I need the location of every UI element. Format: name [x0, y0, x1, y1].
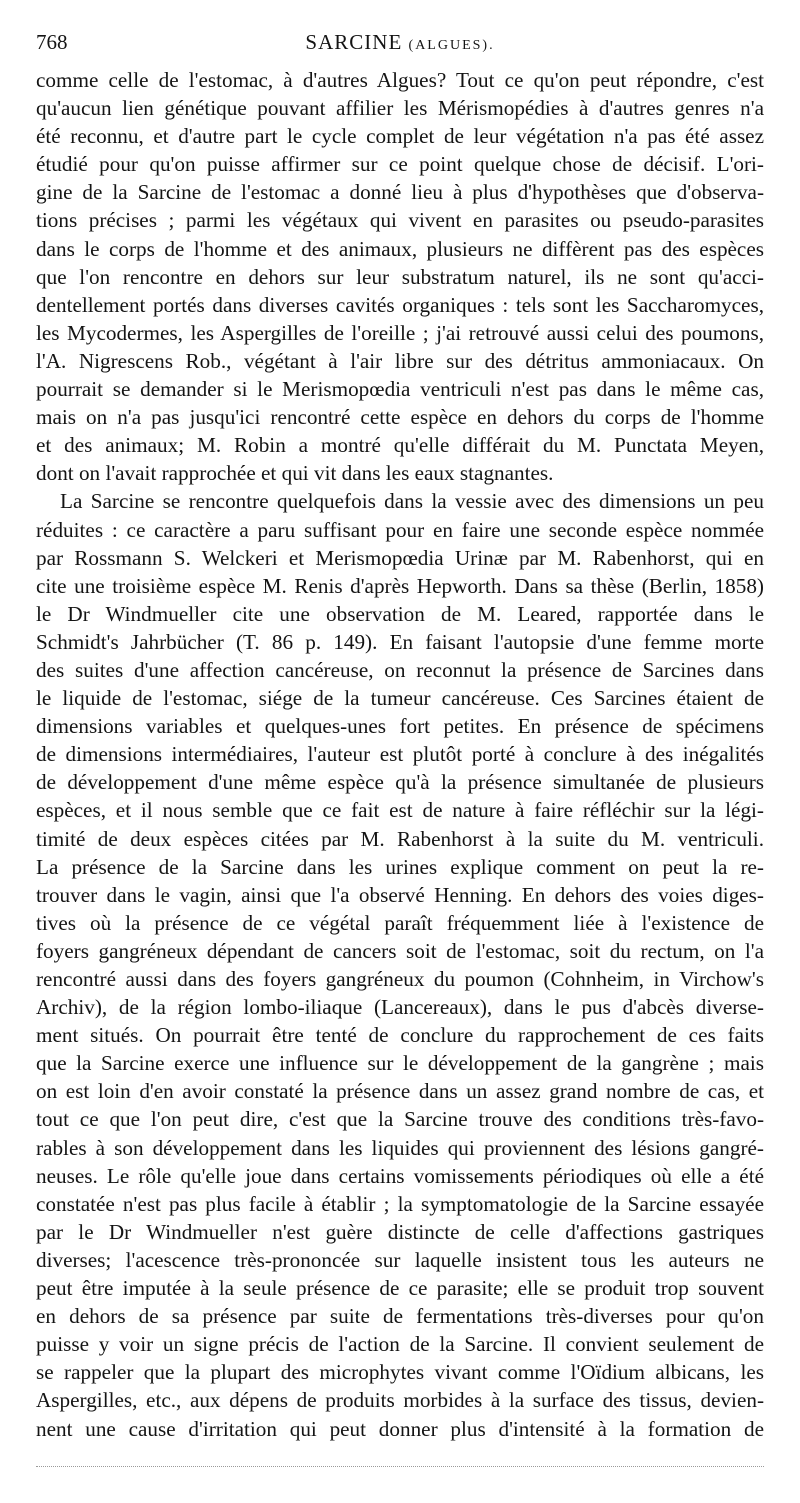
- text-line: dont on l'avait rapprochée et qui vit dans les eaux stagnantes.: [36, 461, 554, 486]
- text-line: comme celle de l'estomac, à d'autres Algues? Tout ce qu'on peut répondre, c'est: [36, 68, 764, 92]
- page-header: [36, 30, 764, 60]
- text-line: en dehors de sa présence par suite de fermentations très-diverses pour qu'on: [36, 1304, 764, 1329]
- text-line: et des animaux; M. Robin a montré qu'elle différait du M. Punctata Meyen,: [36, 433, 764, 458]
- text-line: de dimensions intermédiaires, l'auteur est plutôt porté à conclure à des inégalités: [36, 742, 764, 767]
- text-line: les Mycodermes, les Aspergilles de l'oreille ; j'ai retrouvé aussi celui des poumons,: [36, 320, 764, 345]
- text-line: cite une troisième espèce M. Renis d'après Hepworth. Dans sa thèse (Berlin, 1858): [36, 573, 764, 598]
- text-line: foyers gangréneux dépendant de cancers soit de l'estomac, soit du rectum, on l'a: [36, 938, 764, 963]
- text-line: diverses; l'acescence très-prononcée sur laquelle insistent tous les auteurs ne: [36, 1247, 764, 1272]
- text-line: de développement d'une même espèce qu'à la présence simultanée de plusieurs: [36, 770, 764, 795]
- text-line: La présence de la Sarcine dans les urines explique comment on peut la re-: [36, 854, 764, 879]
- running-title-main: SARCINE: [305, 30, 403, 54]
- text-line: par le Dr Windmueller n'est guère distincte de celle d'affections gastriques: [36, 1219, 764, 1244]
- text-line: le Dr Windmueller cite une observation de M. Leared, rapportée dans le: [36, 601, 764, 626]
- text-line: trouver dans le vagin, ainsi que l'a observé Henning. En dehors des voies diges-: [36, 882, 764, 907]
- text-line: espèces, et il nous semble que ce fait est de nature à faire réfléchir sur la légi-: [36, 798, 764, 823]
- running-title-subtitle: (ALGUES).: [408, 38, 495, 53]
- text-line: par Rossmann S. Welckeri et Merismopœdia Urinæ par M. Rabenhorst, qui en: [36, 545, 764, 570]
- text-line: réduites : ce caractère a paru suffisant pour en faire une seconde espèce nommée: [36, 517, 764, 542]
- text-line: se rappeler que la plupart des microphytes vivant comme l'Oïdium albicans, les: [36, 1360, 764, 1385]
- text-line: tions précises ; parmi les végétaux qui vivent en parasites ou pseudo-parasites: [36, 208, 764, 233]
- text-line: été reconnu, et d'autre part le cycle complet de leur végétation n'a pas été assez: [36, 124, 764, 149]
- text-line: on est loin d'en avoir constaté la présence dans un assez grand nombre de cas, et: [36, 1079, 764, 1104]
- text-line: dimensions variables et quelques-unes fort petites. En présence de spécimens: [36, 714, 764, 739]
- running-title: [36, 30, 764, 55]
- text-line: neuses. Le rôle qu'elle joue dans certains vomissements périodiques où elle a été: [36, 1163, 764, 1188]
- footer-divider: [36, 1466, 764, 1467]
- text-line: qu'aucun lien génétique pouvant affilier les Mérismopédies à d'autres genres n'a: [36, 96, 764, 121]
- text-line: ment situés. On pourrait être tenté de conclure du rapprochement de ces faits: [36, 1023, 764, 1048]
- text-line: timité de deux espèces citées par M. Rabenhorst à la suite du M. ventriculi.: [36, 826, 764, 851]
- text-line: nent une cause d'irritation qui peut donner plus d'intensité à la formation de: [36, 1416, 764, 1441]
- text-line: rencontré aussi dans des foyers gangréneux du poumon (Cohnheim, in Virchow's: [36, 967, 764, 991]
- text-line: rables à son développement dans les liquides qui proviennent des lésions gangré-: [36, 1135, 764, 1160]
- text-line: La Sarcine se rencontre quelquefois dans la vessie avec des dimensions un peu: [60, 489, 764, 514]
- text-line: Schmidt's Jahrbücher (T. 86 p. 149). En faisant l'autopsie d'une femme morte: [36, 629, 764, 654]
- text-line: tives où la présence de ce végétal paraît fréquemment liée à l'existence de: [36, 910, 764, 935]
- text-line: tout ce que l'on peut dire, c'est que la Sarcine trouve des conditions très-favo-: [36, 1107, 764, 1132]
- text-line: étudié pour qu'on puisse affirmer sur ce point quelque chose de décisif. L'ori-: [36, 152, 764, 177]
- text-line: Aspergilles, etc., aux dépens de produits morbides à la surface des tissus, devien-: [36, 1388, 764, 1413]
- text-line: des suites d'une affection cancéreuse, on reconnut la présence de Sarcines dans: [36, 657, 764, 682]
- text-line: constatée n'est pas plus facile à établir ; la symptomatologie de la Sarcine essayée: [36, 1191, 764, 1216]
- text-line: mais on n'a pas jusqu'ici rencontré cette espèce en dehors du corps de l'homme: [36, 405, 764, 430]
- text-line: dans le corps de l'homme et des animaux, plusieurs ne diffèrent pas des espèces: [36, 236, 764, 261]
- text-line: l'A. Nigrescens Rob., végétant à l'air libre sur des détritus ammoniacaux. On: [36, 348, 764, 373]
- body-text: [36, 66, 764, 1443]
- text-line: que la Sarcine exerce une influence sur le développement de la gangrène ; mais: [36, 1051, 764, 1076]
- text-line: peut être imputée à la seule présence de ce parasite; elle se produit trop souvent: [36, 1276, 764, 1301]
- text-line: puisse y voir un signe précis de l'action de la Sarcine. Il convient seulement de: [36, 1332, 764, 1357]
- text-line: gine de la Sarcine de l'estomac a donné lieu à plus d'hypothèses que d'observa-: [36, 180, 764, 205]
- text-line: dentellement portés dans diverses cavités organiques : tels sont les Saccharomyces,: [36, 292, 764, 317]
- text-line: le liquide de l'estomac, siége de la tumeur cancéreuse. Ces Sarcines étaient de: [36, 686, 764, 711]
- text-line: que l'on rencontre en dehors sur leur substratum naturel, ils ne sont qu'acci-: [36, 264, 764, 289]
- text-line: pourrait se demander si le Merismopœdia ventriculi n'est pas dans le même cas,: [36, 377, 764, 402]
- page-number: 768: [36, 30, 68, 54]
- text-line: Archiv), de la région lombo-iliaque (Lancereaux), dans le pus d'abcès diverse-: [36, 995, 764, 1020]
